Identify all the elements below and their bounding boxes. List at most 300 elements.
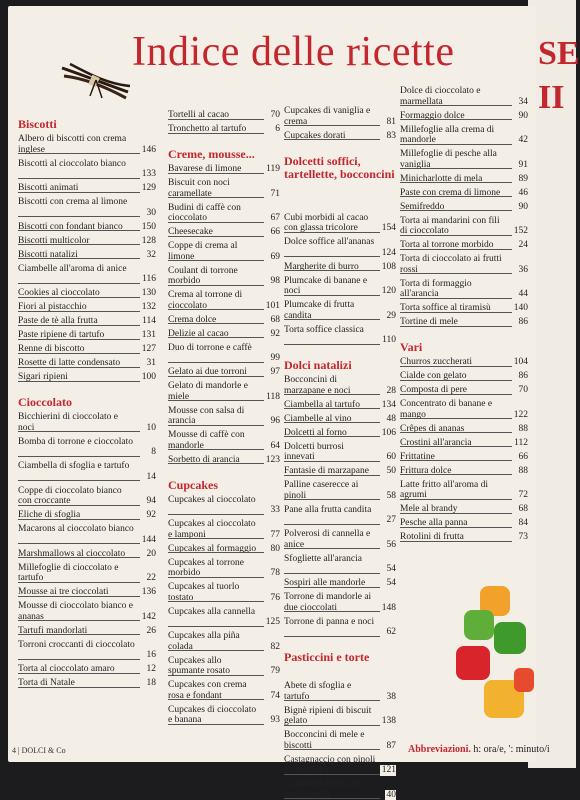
recipe-name: Cupcakes al cioccolato e lamponi: [168, 519, 280, 540]
recipe-entry[interactable]: [400, 385, 528, 396]
leader-line: [284, 573, 380, 574]
recipe-name: Cookies al cioccolato: [18, 288, 156, 299]
recipe-name: Polverosi di cannella e anice: [284, 529, 396, 550]
recipe-entry[interactable]: [18, 510, 156, 521]
recipe-name: Bignè ripieni di biscuit gelato: [284, 706, 396, 727]
recipe-entry[interactable]: [18, 330, 156, 341]
recipe-entry[interactable]: [400, 216, 528, 237]
recipe-entry[interactable]: [400, 174, 528, 185]
page-number: 88: [517, 466, 529, 477]
leader-line: [168, 650, 264, 651]
recipe-entry[interactable]: [168, 455, 280, 466]
recipe-entry[interactable]: [284, 592, 396, 613]
leader-line: [400, 366, 512, 367]
leader-line: [284, 749, 380, 750]
recipe-name: Mousse di cioccolato bianco e ananas: [18, 601, 156, 622]
recipe-entry[interactable]: [18, 222, 156, 233]
leader-line: [18, 283, 140, 284]
leader-line: [284, 256, 380, 257]
recipe-name: Cupcakes alla cannella: [168, 607, 280, 618]
recipe-entry[interactable]: [400, 518, 528, 529]
page-title: Indice delle ricette: [132, 28, 454, 76]
recipe-entry[interactable]: [400, 480, 528, 501]
page-number: 116: [140, 274, 156, 285]
page-number: 50: [385, 466, 397, 477]
page-number: 8: [149, 447, 156, 458]
recipe-name: Frittatine: [400, 452, 528, 463]
recipe-entry[interactable]: [284, 276, 396, 297]
leader-line: [284, 548, 380, 549]
recipe-name: Bomba di torrone e cioccolato: [18, 437, 156, 448]
recipe-entry[interactable]: [400, 466, 528, 477]
leader-line: [168, 400, 264, 401]
recipe-entry[interactable]: [18, 302, 156, 313]
recipe-entry[interactable]: [18, 358, 156, 369]
recipe-entry[interactable]: [168, 178, 280, 199]
recipe-name: Cupcakes al torrone morbido: [168, 558, 280, 579]
recipe-entry[interactable]: [18, 197, 156, 218]
leader-line: [284, 295, 380, 296]
recipe-entry[interactable]: [18, 664, 156, 675]
leader-line: [18, 431, 140, 432]
page-number: 104: [512, 357, 528, 368]
leader-line: [284, 524, 380, 525]
leader-line: [400, 432, 512, 433]
recipe-name: Millefoglie alla crema di mandorle: [400, 125, 528, 146]
page-number: 148: [380, 603, 396, 614]
jelly-candies-image: [454, 582, 536, 732]
recipe-name: Sfogliette all'arancia: [284, 554, 396, 565]
recipe-name: Bicchierini di cioccolato e noci: [18, 412, 156, 433]
page-number: 27: [385, 515, 397, 526]
recipe-entry[interactable]: [18, 549, 156, 560]
leader-line: [18, 153, 140, 154]
leader-line: [400, 168, 512, 169]
recipe-name: Torta soffice al tiramisù: [400, 303, 528, 314]
recipe-entry[interactable]: [168, 381, 280, 402]
recipe-entry[interactable]: [400, 424, 528, 435]
recipe-entry[interactable]: [284, 578, 396, 589]
page-number: 112: [512, 438, 528, 449]
page-number: 56: [385, 540, 397, 551]
recipe-name: Dolce di cioccolato e marmellata: [400, 86, 528, 107]
page-number: 34: [517, 97, 529, 108]
page-number: 32: [145, 250, 157, 261]
recipe-entry[interactable]: [284, 400, 396, 411]
leader-line: [18, 519, 140, 520]
leader-line: [168, 173, 264, 174]
recipe-entry[interactable]: [400, 188, 528, 199]
leader-line: [18, 596, 140, 597]
leader-line: [400, 446, 512, 447]
category-heading: Vari: [400, 341, 528, 354]
page-number: 54: [385, 578, 397, 589]
leader-line: [284, 408, 380, 409]
leader-line: [168, 724, 264, 725]
recipe-entry[interactable]: [18, 587, 156, 598]
recipe-entry[interactable]: [168, 406, 280, 427]
recipe-entry[interactable]: [400, 452, 528, 463]
recipe-entry[interactable]: [18, 134, 156, 155]
page-number: 31: [145, 358, 157, 369]
recipe-name: Macarons al cioccolato bianco: [18, 524, 156, 535]
page-number: 58: [385, 491, 397, 502]
recipe-name: Ciambella farcita di stracciatella: [284, 779, 396, 800]
recipe-entry[interactable]: [168, 110, 280, 121]
page-number: 136: [140, 587, 156, 598]
recipe-entry[interactable]: [168, 266, 280, 287]
recipe-entry[interactable]: [168, 656, 280, 677]
recipe-entry[interactable]: [168, 495, 280, 516]
recipe-entry[interactable]: [18, 372, 156, 383]
recipe-entry[interactable]: [18, 640, 156, 661]
recipe-entry[interactable]: [284, 554, 396, 575]
recipe-entry[interactable]: [168, 227, 280, 238]
recipe-entry[interactable]: [284, 681, 396, 702]
recipe-entry[interactable]: [284, 755, 396, 776]
page-number: 130: [140, 288, 156, 299]
recipe-entry[interactable]: [18, 288, 156, 299]
leader-line: [168, 626, 264, 627]
recipe-name: Cupcakes al tuorlo tostato: [168, 582, 280, 603]
page-number: 127: [140, 344, 156, 355]
leader-line: [400, 210, 512, 211]
page-number: 150: [140, 222, 156, 233]
leader-line: [18, 659, 140, 660]
recipe-entry[interactable]: [18, 264, 156, 285]
recipe-entry[interactable]: [400, 532, 528, 543]
leader-line: [400, 380, 512, 381]
recipe-name: Margherite di burro: [284, 262, 396, 273]
leader-line: [18, 557, 140, 558]
leader-line: [400, 312, 512, 313]
page-number: 29: [385, 311, 397, 322]
leader-line: [18, 381, 140, 382]
page-number: 132: [140, 302, 156, 313]
page-number: 12: [145, 664, 157, 675]
page-number: 46: [517, 188, 529, 199]
leader-line: [18, 325, 140, 326]
leader-line: [168, 362, 264, 363]
page-number: 69: [269, 252, 281, 263]
recipe-name: Composta di pere: [400, 385, 528, 396]
recipe-name: Coulant di torrone morbido: [168, 266, 280, 287]
leader-line: [168, 577, 264, 578]
recipe-entry[interactable]: [18, 183, 156, 194]
recipe-name: Ciambelle all'aroma di anice: [18, 264, 156, 275]
recipe-entry[interactable]: [400, 111, 528, 122]
leader-line: [168, 337, 264, 338]
leader-line: [400, 235, 512, 236]
page-number: 82: [269, 642, 281, 653]
recipe-entry[interactable]: [284, 106, 396, 127]
abbreviations-text: h: ora/e, ': minuto/i: [473, 744, 549, 755]
recipe-name: Gelato ai due torroni: [168, 367, 280, 378]
recipe-entry[interactable]: [168, 705, 280, 726]
recipe-entry[interactable]: [400, 149, 528, 170]
leader-line: [18, 311, 140, 312]
leader-line: [18, 353, 140, 354]
recipe-entry[interactable]: [168, 164, 280, 175]
recipe-name: Budini di caffè con cioccolato: [168, 203, 280, 224]
recipe-entry[interactable]: [168, 631, 280, 652]
recipe-name: Mousse con salsa di arancia: [168, 406, 280, 427]
page-number: 24: [517, 240, 529, 251]
leader-line: [168, 260, 264, 261]
leader-line: [400, 273, 512, 274]
recipe-entry[interactable]: [284, 480, 396, 501]
page-number: 119: [264, 164, 280, 175]
recipe-name: Formaggio dolce: [400, 111, 528, 122]
recipe-entry[interactable]: [284, 617, 396, 638]
page-number: 140: [512, 303, 528, 314]
recipe-name: Biscotti multicolor: [18, 236, 156, 247]
leader-line: [284, 394, 380, 395]
recipe-entry[interactable]: [168, 315, 280, 326]
leader-line: [284, 798, 380, 799]
recipe-entry[interactable]: [18, 437, 156, 458]
recipe-name: Dolcetti al forno: [284, 428, 396, 439]
page-number: 38: [385, 692, 397, 703]
page-number: 18: [145, 678, 157, 689]
page-number: 76: [269, 593, 281, 604]
recipe-entry[interactable]: [168, 430, 280, 451]
leader-line: [400, 298, 512, 299]
recipe-entry[interactable]: [168, 582, 280, 603]
leader-line: [18, 687, 140, 688]
leader-line: [400, 105, 512, 106]
page-number: 62: [385, 627, 397, 638]
recipe-name: Torroni croccanti di cioccolato: [18, 640, 156, 651]
recipe-entry[interactable]: [18, 601, 156, 622]
page-number: 80: [269, 544, 281, 555]
category-heading: Pasticcini e torte: [284, 651, 396, 664]
recipe-entry[interactable]: [400, 202, 528, 213]
recipe-name: Bavarese di limone: [168, 164, 280, 175]
page-number: 99: [269, 353, 281, 364]
page-number: 26: [145, 626, 157, 637]
recipe-entry[interactable]: [400, 371, 528, 382]
leader-line: [168, 552, 264, 553]
page-number: 93: [269, 715, 281, 726]
recipe-entry[interactable]: [400, 504, 528, 515]
recipe-entry[interactable]: [400, 438, 528, 449]
recipe-name: Semifreddo: [400, 202, 528, 213]
page-number: 123: [264, 455, 280, 466]
recipe-entry[interactable]: [18, 344, 156, 355]
recipe-entry[interactable]: [284, 237, 396, 258]
recipe-name: Biscotti con fondant bianco: [18, 222, 156, 233]
recipe-entry[interactable]: [168, 519, 280, 540]
page-number: 44: [517, 289, 529, 300]
leader-line: [168, 133, 264, 134]
recipe-entry[interactable]: [284, 213, 396, 234]
recipe-entry[interactable]: [284, 131, 396, 142]
recipe-entry[interactable]: [168, 329, 280, 340]
recipe-name: Cubi morbidi al cacao con glassa tricolore: [284, 213, 396, 234]
recipe-name: Churros zuccherati: [400, 357, 528, 368]
recipe-entry[interactable]: [18, 678, 156, 689]
recipe-entry[interactable]: [168, 558, 280, 579]
recipe-entry[interactable]: [18, 563, 156, 584]
next-page-text-line: II: [538, 76, 580, 120]
leader-line: [18, 244, 140, 245]
leader-line: [284, 700, 380, 701]
leader-line: [400, 326, 512, 327]
recipe-entry[interactable]: [284, 428, 396, 439]
page-number: 42: [517, 135, 529, 146]
recipe-entry[interactable]: [18, 159, 156, 180]
recipe-entry[interactable]: [18, 461, 156, 482]
page-number: 92: [145, 510, 157, 521]
category-heading: Creme, mousse...: [168, 148, 280, 161]
page-number: 106: [380, 428, 396, 439]
recipe-entry[interactable]: [400, 279, 528, 300]
recipe-entry[interactable]: [284, 730, 396, 751]
page-number: 90: [517, 111, 529, 122]
leader-line: [400, 513, 512, 514]
recipe-entry[interactable]: [18, 250, 156, 261]
leader-line: [168, 323, 264, 324]
recipe-name: Torta di Natale: [18, 678, 156, 689]
recipe-name: Biscotti natalizi: [18, 250, 156, 261]
recipe-entry[interactable]: [18, 412, 156, 433]
leader-line: [284, 611, 380, 612]
recipe-name: Paste de tè alla frutta: [18, 316, 156, 327]
recipe-entry[interactable]: [18, 316, 156, 327]
recipe-name: Cupcakes di cioccolato e banana: [168, 705, 280, 726]
recipe-entry[interactable]: [284, 414, 396, 425]
recipe-entry[interactable]: [168, 367, 280, 378]
recipe-entry[interactable]: [284, 325, 396, 346]
recipe-entry[interactable]: [284, 375, 396, 396]
page-number: 84: [517, 518, 529, 529]
recipe-entry[interactable]: [284, 466, 396, 477]
page-number: 87: [385, 741, 397, 752]
recipe-entry[interactable]: [18, 524, 156, 545]
recipe-name: Paste con crema di limone: [400, 188, 528, 199]
leader-line: [18, 505, 140, 506]
leader-line: [400, 541, 512, 542]
page-number: 28: [385, 386, 397, 397]
recipe-entry[interactable]: [400, 86, 528, 107]
recipe-entry[interactable]: [18, 236, 156, 247]
recipe-name: Sospiri alle mandorle: [284, 578, 396, 589]
recipe-name: Crostini all'arancia: [400, 438, 528, 449]
recipe-entry[interactable]: [284, 300, 396, 321]
recipe-entry[interactable]: [400, 399, 528, 420]
leader-line: [284, 475, 380, 476]
recipe-name: Cupcakes allo spumante rosato: [168, 656, 280, 677]
recipe-name: Tortine di mele: [400, 317, 528, 328]
recipe-name: Plumcake di frutta candita: [284, 300, 396, 321]
category-heading: Cupcakes: [168, 479, 280, 492]
recipe-entry[interactable]: [18, 486, 156, 507]
recipe-entry[interactable]: [400, 254, 528, 275]
recipe-entry[interactable]: [284, 706, 396, 727]
leader-line: [18, 673, 140, 674]
leader-line: [284, 344, 380, 345]
leader-line: [400, 249, 512, 250]
recipe-name: Millefoglie di pesche alla vaniglia: [400, 149, 528, 170]
recipe-entry[interactable]: [18, 626, 156, 637]
recipe-entry[interactable]: [168, 241, 280, 262]
recipe-name: Crêpes di ananas: [400, 424, 528, 435]
category-heading: Cioccolato: [18, 396, 156, 409]
recipe-entry[interactable]: [168, 544, 280, 555]
recipe-name: Sigari ripieni: [18, 372, 156, 383]
recipe-entry[interactable]: [284, 505, 396, 526]
recipe-name: Dolce soffice all'ananas: [284, 237, 396, 248]
recipe-entry[interactable]: [284, 529, 396, 550]
page-number: 94: [145, 496, 157, 507]
leader-line: [18, 620, 140, 621]
recipe-name: Cupcakes al cioccolato: [168, 495, 280, 506]
leader-line: [400, 119, 512, 120]
recipe-entry[interactable]: [284, 779, 396, 800]
recipe-entry[interactable]: [284, 262, 396, 273]
page-number: 64: [269, 441, 281, 452]
recipe-entry[interactable]: [168, 203, 280, 224]
recipe-entry[interactable]: [400, 303, 528, 314]
leader-line: [284, 319, 380, 320]
recipe-name: Coppe di crema al limone: [168, 241, 280, 262]
page-number: 77: [269, 530, 281, 541]
recipe-name: Rosette di latte condensato: [18, 358, 156, 369]
recipe-name: Mousse ai tre cioccolati: [18, 587, 156, 598]
leader-line: [18, 216, 140, 217]
page-number: 74: [269, 691, 281, 702]
page-number: 70: [269, 110, 281, 121]
recipe-entry[interactable]: [400, 357, 528, 368]
recipe-name: Frittura dolce: [400, 466, 528, 477]
leader-line: [168, 119, 264, 120]
recipe-entry[interactable]: [400, 240, 528, 251]
recipe-name: Albero di biscotti con crema inglese: [18, 134, 156, 155]
page-number: 121: [380, 765, 396, 776]
leader-line: [400, 460, 512, 461]
recipe-entry[interactable]: [168, 124, 280, 135]
page-number: 89: [517, 174, 529, 185]
page-number: 152: [512, 226, 528, 237]
recipe-entry[interactable]: [284, 442, 396, 463]
page-number: 78: [269, 568, 281, 579]
recipe-name: Castagnaccio con pinoli e vino dolce: [284, 755, 396, 776]
recipe-entry[interactable]: [400, 317, 528, 328]
recipe-entry[interactable]: [168, 343, 280, 364]
leader-line: [168, 197, 264, 198]
recipe-name: Torta soffice classica: [284, 325, 396, 336]
page-number: 66: [517, 452, 529, 463]
recipe-entry[interactable]: [400, 125, 528, 146]
leader-line: [168, 222, 264, 223]
page-number: 81: [385, 117, 397, 128]
leader-line: [284, 436, 380, 437]
leader-line: [18, 258, 140, 259]
category-heading: Dolcetti soffici, tartellette, bocconcini: [284, 155, 396, 181]
page-number: 79: [269, 666, 281, 677]
next-page-title-fragment: [538, 32, 580, 120]
recipe-entry[interactable]: [168, 680, 280, 701]
page-number: 60: [385, 452, 397, 463]
leader-line: [284, 725, 380, 726]
recipe-name: Renne di biscotto: [18, 344, 156, 355]
page-number: 144: [140, 535, 156, 546]
recipe-entry[interactable]: [168, 290, 280, 311]
recipe-name: Gelato di mandorle e miele: [168, 381, 280, 402]
page-number: 68: [517, 504, 529, 515]
recipe-entry[interactable]: [168, 607, 280, 628]
